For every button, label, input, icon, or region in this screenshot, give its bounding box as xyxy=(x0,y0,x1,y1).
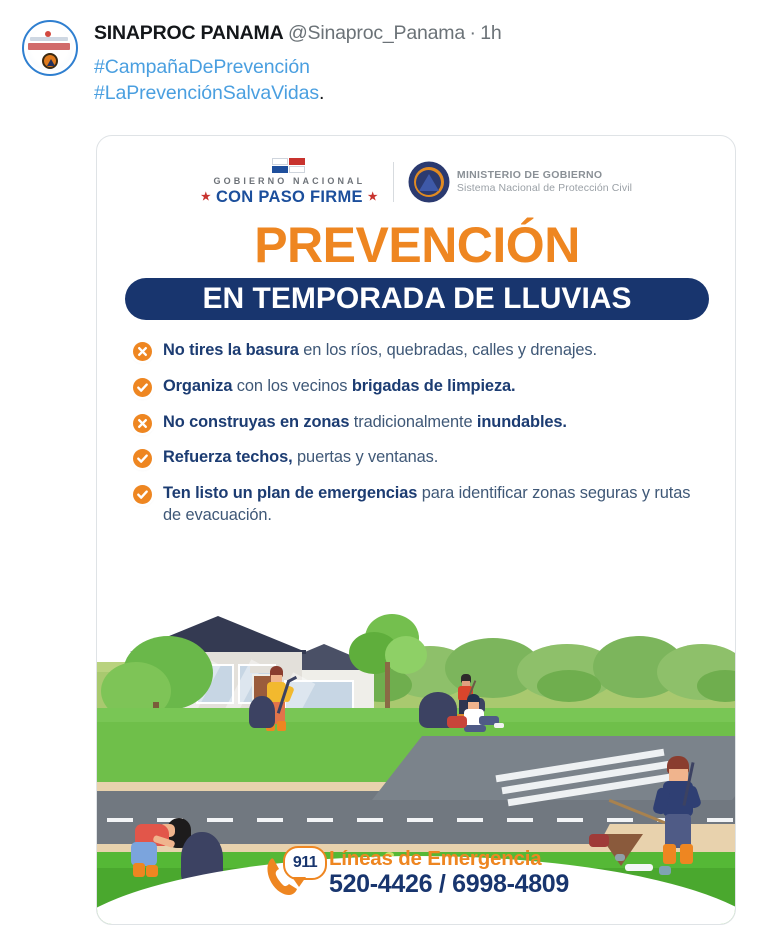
list-item xyxy=(133,483,709,527)
road-dash xyxy=(607,818,633,822)
civil-protection-seal-icon xyxy=(410,163,448,201)
phone-icon xyxy=(265,847,317,899)
ministry-line2: Sistema Nacional de Protección Civil xyxy=(456,182,633,194)
trailing-period: . xyxy=(319,82,325,105)
list-item-text xyxy=(163,340,597,362)
star-right-icon: ★ xyxy=(367,191,378,204)
list-item-text xyxy=(163,483,709,527)
star-left-icon: ★ xyxy=(200,191,212,204)
tip-1-rest: en los ríos, quebradas, calles y drenajes. xyxy=(298,341,597,359)
road-dash xyxy=(707,818,733,822)
handle[interactable]: @Sinaproc_Panama xyxy=(287,22,465,44)
tip-2-bold-a: Organiza xyxy=(163,376,233,395)
emergency-numbers[interactable]: 520-4426 / 6998-4809 xyxy=(328,870,570,899)
tip-3-bold-a: No construyas en zonas xyxy=(163,412,350,431)
road-dash xyxy=(307,818,333,822)
tip-4-bold: Refuerza techos, xyxy=(163,448,293,467)
road-dash xyxy=(507,818,533,822)
cross-circle-icon xyxy=(133,342,152,361)
emergency-text-block xyxy=(329,848,569,899)
tip-3-bold-b: inundables. xyxy=(476,412,567,431)
tip-1-bold: No tires la basura xyxy=(163,341,299,359)
list-item-text xyxy=(163,412,567,434)
avatar-seal-icon xyxy=(42,53,58,69)
gov-logo-line2-text: CON PASO FIRME xyxy=(215,188,363,207)
road-dash xyxy=(407,818,433,822)
tweet-header xyxy=(0,0,780,120)
emergency-badge-text: 911 xyxy=(292,854,318,871)
trash-pile-red xyxy=(447,716,467,728)
dot-separator: · xyxy=(469,22,476,44)
list-item-text xyxy=(163,447,438,469)
hashtag-la-prevencion-salva-vidas[interactable] xyxy=(94,80,714,106)
display-name[interactable]: SINAPROC PANAMA xyxy=(94,22,284,44)
list-item xyxy=(133,376,709,398)
tips-list xyxy=(133,340,709,541)
tip-2-bold-b: brigadas de limpieza. xyxy=(351,376,516,395)
headline-bar-text: EN TEMPORADA DE LLUVIAS xyxy=(202,282,632,315)
list-item xyxy=(133,447,709,469)
avatar-band-red xyxy=(28,43,70,50)
list-item-text xyxy=(163,376,516,398)
ministry-line1: MINISTERIO DE GOBIERNO xyxy=(456,168,603,181)
road-dash xyxy=(257,818,283,822)
tip-5-bold: Ten listo un plan de emergencias xyxy=(163,484,418,503)
poster-logo-row xyxy=(97,156,736,208)
road-dash xyxy=(457,818,483,822)
tip-2-rest-a: con los vecinos xyxy=(232,376,352,395)
hashtag-2-text: #LaPrevenciónSalvaVidas xyxy=(94,82,319,105)
treeline-blob xyxy=(537,670,601,702)
tip-5-rest: para identificar zonas seguras y rutas de evacuación. xyxy=(163,484,691,525)
check-circle-icon xyxy=(133,449,152,468)
check-circle-icon xyxy=(133,485,152,504)
hashtag-campana-de-prevencion[interactable]: #CampañaDePrevención xyxy=(94,56,310,78)
ministerio-logo xyxy=(410,163,632,201)
tweet-text xyxy=(94,54,714,106)
avatar[interactable] xyxy=(22,20,78,76)
tweet-name-line xyxy=(94,22,501,45)
emergency-footer xyxy=(97,840,736,906)
poster-image-card[interactable] xyxy=(96,135,736,925)
grass-upper-highlight xyxy=(97,708,736,722)
timestamp[interactable]: 1h xyxy=(480,22,502,44)
list-item xyxy=(133,412,709,434)
poster-headline xyxy=(97,217,736,320)
logo-divider xyxy=(393,162,394,202)
cross-circle-icon xyxy=(133,414,152,433)
gov-logo-line1: GOBIERNO NACIONAL xyxy=(213,176,366,187)
panama-flag-icon xyxy=(272,158,306,174)
headline-bar xyxy=(125,278,709,320)
tip-3-rest-a: tradicionalmente xyxy=(349,412,477,431)
person-white-shirt-sitting xyxy=(461,694,503,734)
emergency-badge xyxy=(283,846,327,880)
check-circle-icon xyxy=(133,378,152,397)
trash-bag xyxy=(249,696,275,728)
tip-4-rest: puertas y ventanas. xyxy=(292,448,439,467)
emergency-title: Líneas de Emergencia xyxy=(328,846,542,870)
gobierno-nacional-logo xyxy=(202,158,377,206)
road-dash xyxy=(207,818,233,822)
list-item xyxy=(133,340,709,362)
road-dash xyxy=(357,818,383,822)
avatar-band-top xyxy=(30,37,68,41)
gov-logo-line2 xyxy=(201,189,378,206)
headline-main: PREVENCIÓN xyxy=(254,217,580,273)
road-dash xyxy=(557,818,583,822)
road-dash xyxy=(107,818,133,822)
